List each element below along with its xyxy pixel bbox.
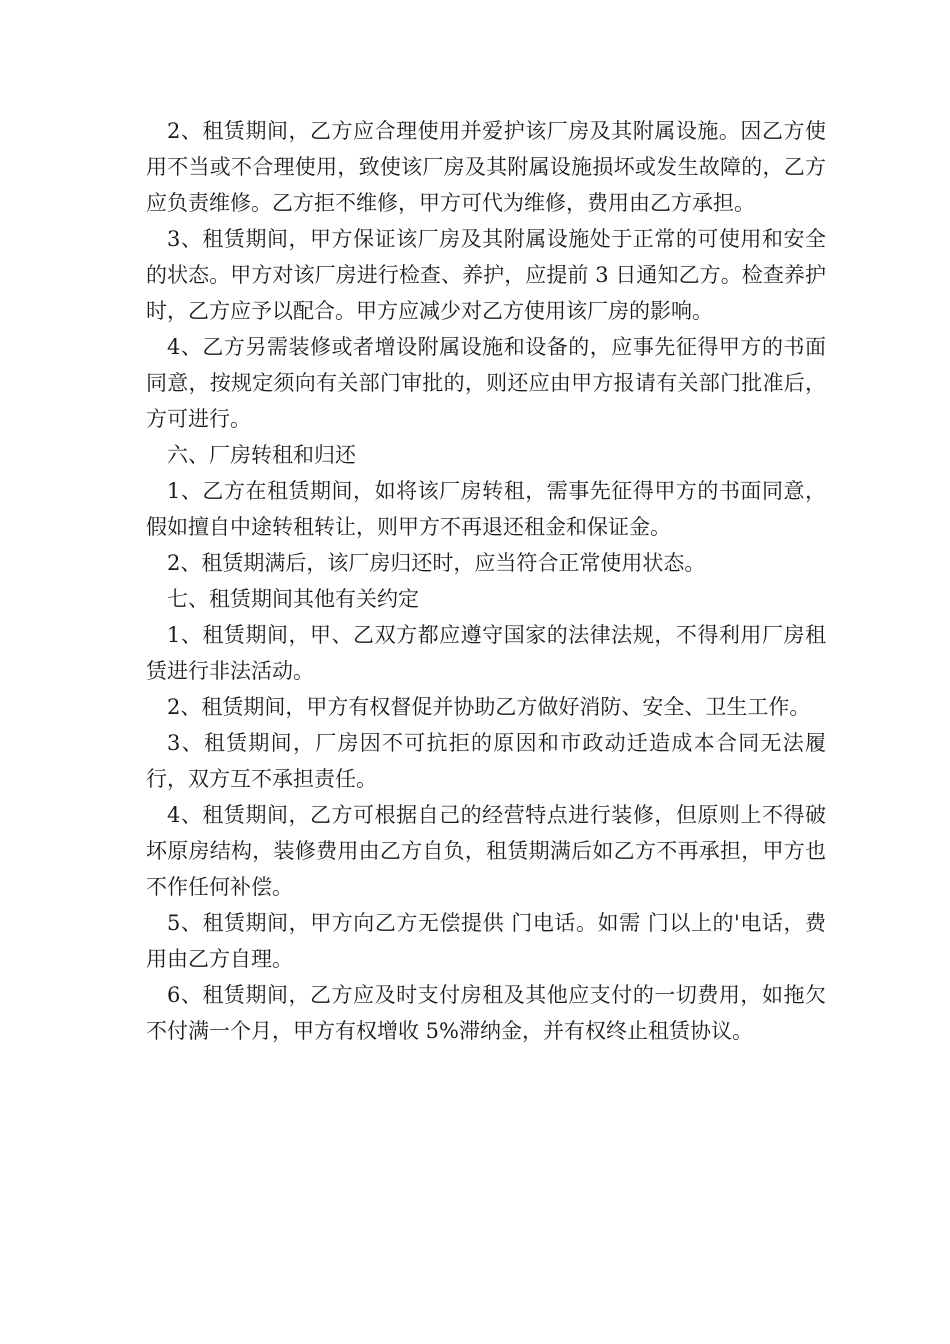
clause-7-3: 3、租赁期间，厂房因不可抗拒的原因和市政动迁造成本合同无法履行，双方互不承担责任。 bbox=[146, 731, 826, 791]
clause-6-1: 1、乙方在租赁期间，如将该厂房转租，需事先征得甲方的书面同意，假如擅自中途转租转让，则甲方不再退还租金和保证金。 bbox=[146, 479, 826, 539]
clause-7-5: 5、租赁期间，甲方向乙方无偿提供 门电话。如需 门以上的'电话，费用由乙方自理。 bbox=[146, 911, 826, 971]
clause-6-2: 2、租赁期满后，该厂房归还时，应当符合正常使用状态。 bbox=[167, 551, 706, 575]
clause-7-1: 1、租赁期间，甲、乙双方都应遵守国家的法律法规，不得利用厂房租赁进行非法活动。 bbox=[146, 623, 826, 683]
section-heading-6: 六、厂房转租和归还 bbox=[167, 443, 356, 467]
clause-7-6: 6、租赁期间，乙方应及时支付房租及其他应支付的一切费用，如拖欠不付满一个月，甲方有权增收 5%滞纳金，并有权终止租赁协议。 bbox=[146, 983, 826, 1043]
clause-5-3: 3、租赁期间，甲方保证该厂房及其附属设施处于正常的可使用和安全的状态。甲方对该厂房进行检查、养护，应提前 3 日通知乙方。检查养护时，乙方应予以配合。甲方应减少对乙方使用该厂房的影响。 bbox=[146, 227, 826, 323]
section-heading-7: 七、租赁期间其他有关约定 bbox=[167, 587, 419, 611]
clause-5-4: 4、乙方另需装修或者增设附属设施和设备的，应事先征得甲方的书面同意，按规定须向有关部门审批的，则还应由甲方报请有关部门批准后，方可进行。 bbox=[146, 335, 826, 431]
clause-5-2: 2、租赁期间，乙方应合理使用并爱护该厂房及其附属设施。因乙方使用不当或不合理使用，致使该厂房及其附属设施损坏或发生故障的，乙方应负责维修。乙方拒不维修，甲方可代为维修，费用由乙方承担。 bbox=[146, 119, 826, 215]
clause-7-2: 2、租赁期间，甲方有权督促并协助乙方做好消防、安全、卫生工作。 bbox=[167, 695, 811, 719]
document-body bbox=[146, 113, 826, 1049]
clause-7-4: 4、租赁期间，乙方可根据自己的经营特点进行装修，但原则上不得破坏原房结构，装修费用由乙方自负，租赁期满后如乙方不再承担，甲方也不作任何补偿。 bbox=[146, 803, 826, 899]
